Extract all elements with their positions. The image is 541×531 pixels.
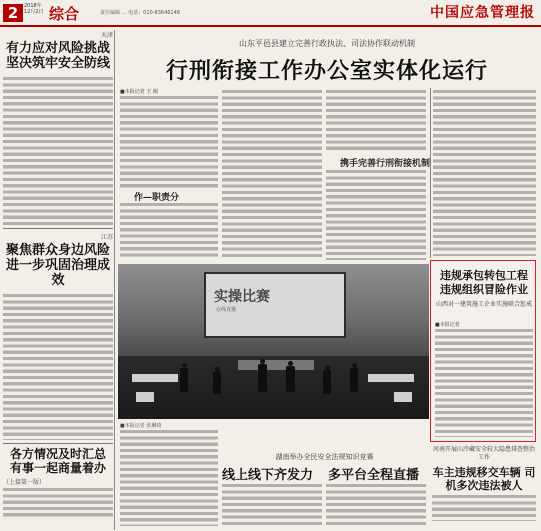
article-dateline: （上接第一版） [3, 479, 46, 486]
person-figure [213, 372, 221, 394]
contest-table [368, 374, 414, 382]
person-figure [350, 368, 358, 392]
column-divider [430, 88, 431, 258]
lead-body [222, 90, 322, 260]
photo-story-body [120, 430, 218, 526]
right-bottom-article [432, 446, 536, 521]
contest-table [132, 374, 178, 382]
event-body [326, 484, 426, 526]
event-headline-left: 线上线下齐发力 [222, 468, 314, 483]
lead-body [120, 96, 218, 188]
article-kicker: 河南开展山冷藏安全较大隐患排查整治工作 [432, 446, 535, 461]
contest-table [136, 392, 154, 402]
article-headline: 有力应对风险挑战 坚决筑牢安全防线 [5, 41, 110, 71]
article-body [3, 294, 113, 440]
article-headline: 聚焦群众身边风险 进一步巩固治理成效 [5, 243, 110, 288]
article-body [3, 488, 113, 518]
person-figure [258, 364, 267, 392]
lead-headline: 行刑衔接工作办公室实体化运行 [165, 58, 488, 84]
article-region: 江苏 [100, 234, 113, 241]
highlighted-subhead: 山西对一建筑施工企业实施联合惩戒 [435, 301, 532, 308]
article-headline: 各方情况及时汇总 有事一起商量着办 [9, 447, 106, 475]
issue-date: 2018年 12月2日 [24, 3, 44, 15]
highlighted-headline: 违规承包转包工程 违规组织冒险作业 [440, 269, 528, 296]
event-photo [118, 264, 429, 419]
article-body [3, 77, 113, 225]
lead-body [326, 170, 426, 260]
header-rule [0, 25, 541, 27]
article-region: 天津 [100, 32, 113, 39]
lead-subhead: 作—职责分 [134, 193, 180, 203]
column-divider [114, 30, 115, 530]
page-header [0, 0, 541, 26]
photo-caption: ■本报记者 张琳琦 [120, 423, 162, 429]
person-figure [323, 370, 331, 394]
event-headline-right: 多平台全程直播 [328, 468, 420, 483]
page-number: 2 [3, 4, 23, 22]
masthead-logo: 中国应急管理报 [430, 5, 535, 21]
article-divider [3, 443, 113, 444]
highlighted-body [435, 329, 533, 437]
screen-title: 实操比赛 [214, 289, 270, 305]
person-figure [180, 368, 188, 392]
lead-body [433, 90, 536, 256]
stage-screen [204, 272, 346, 338]
article-body [432, 495, 536, 521]
lead-subhead: 携手完善行刑衔接机制 [340, 159, 431, 169]
lead-body [326, 90, 426, 152]
article-headline: 车主违规移交车辆 司机多次违法被人 [432, 466, 536, 492]
lead-byline: ■本报记者 王 刚 [120, 89, 158, 95]
lead-kicker: 山东平邑县建立完善行政执法、司法协作联动机制 [239, 39, 415, 48]
lead-body [120, 203, 218, 259]
contest-table [394, 392, 412, 402]
editor-info: 责任编辑 … 电话：010-83646148 [100, 10, 180, 16]
left-column [3, 30, 113, 518]
event-body [222, 484, 322, 526]
event-kicker: 湖南举办全民安全法规知识竞赛 [275, 453, 374, 461]
article-divider [3, 228, 113, 229]
highlighted-byline: ■本报记者 [435, 322, 460, 328]
screen-subtitle: 在线直播 [216, 307, 237, 313]
person-figure [286, 366, 295, 392]
highlighted-article [430, 260, 536, 442]
section-title: 综合 [49, 5, 80, 23]
